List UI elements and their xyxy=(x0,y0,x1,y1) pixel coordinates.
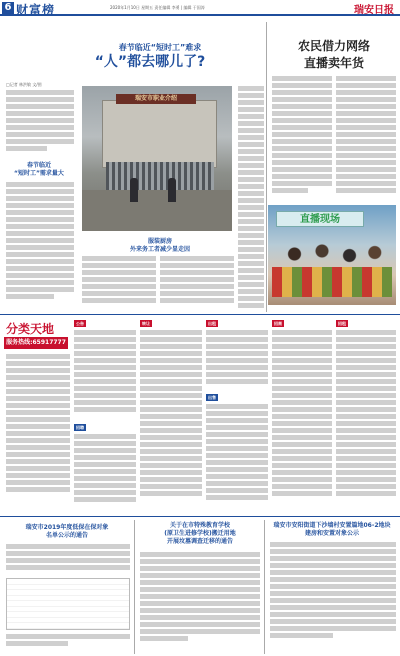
notice-mid-title xyxy=(138,522,262,546)
livestream-banner: 直播现场 xyxy=(276,211,364,227)
market-stall-shape xyxy=(272,267,392,297)
crowd-shape xyxy=(278,239,388,269)
section-divider xyxy=(0,314,400,315)
story2-column-2 xyxy=(336,76,396,202)
building-shape xyxy=(102,100,217,168)
story1-column-4 xyxy=(238,86,264,310)
notice-left-title-text: 瑞安市2019年度低保在保对象 名单公示的通告 xyxy=(25,524,109,539)
building-sign: 瑞安市职业介绍 xyxy=(116,94,196,104)
story2-headline xyxy=(272,38,396,72)
issue-info: 2020年1月10日 星期五 责任编辑 李勇 | 编辑 于国涛 xyxy=(110,5,205,10)
column-divider xyxy=(134,520,135,654)
masthead xyxy=(0,0,400,16)
ad-tag: 招聘 xyxy=(76,425,84,430)
ad-tag: 出租 xyxy=(208,321,216,326)
classifieds-column-1 xyxy=(6,354,70,504)
classifieds-phone: 服务热线:65917777 xyxy=(4,337,68,349)
story1-lead-text xyxy=(6,90,74,156)
ad-tag: 公告 xyxy=(76,321,84,326)
ad-tag: 招商 xyxy=(274,321,282,326)
classifieds-column-2 xyxy=(74,330,136,420)
story1-subhead xyxy=(100,238,220,254)
ad-tag: 招租 xyxy=(338,321,346,326)
ground-shape xyxy=(82,190,232,231)
story1-column-3 xyxy=(160,256,234,310)
paper-logo: 瑞安日报 xyxy=(354,5,394,16)
notice-left-title xyxy=(4,524,130,540)
section-title: 财富榜 xyxy=(16,3,56,17)
column-divider xyxy=(264,520,265,654)
spacer xyxy=(82,236,96,238)
notice-left-footer xyxy=(6,634,130,652)
notice-right-title xyxy=(268,522,396,538)
person-figure xyxy=(130,178,138,202)
story1-byline: □记者 林洪敏 文/图 xyxy=(6,82,42,87)
section-divider xyxy=(0,516,400,517)
story2-column-1 xyxy=(272,76,332,202)
notice-left-body xyxy=(6,544,130,576)
classifieds-column-4 xyxy=(206,330,268,390)
story2-photo xyxy=(268,205,396,305)
classifieds-title: 分类天地 xyxy=(6,322,55,336)
ad-tag: 转让 xyxy=(142,321,150,326)
notice-right-title-text: 瑞安市安阳街道下沙墙村安置篇地06-2地块 建房和安置对象公示 xyxy=(273,522,391,537)
ad-tag: 出售 xyxy=(208,395,216,400)
gate-shape xyxy=(106,162,214,190)
story1-photo xyxy=(82,86,232,231)
column-divider xyxy=(266,22,267,312)
classifieds-column-4b xyxy=(206,404,268,510)
notice-mid-body xyxy=(140,552,260,652)
subhead-text: 服装厨房 外来务工者减少显走因 xyxy=(129,238,190,253)
page-number: 6 xyxy=(2,2,14,14)
story2-headline-text: 农民借力网络 直播卖年货 xyxy=(297,39,370,70)
person-figure xyxy=(168,178,176,202)
story1-headline: “人”都去哪儿了? xyxy=(94,54,206,70)
story1-kicker: 春节临近“短时工”难求 xyxy=(118,43,202,52)
notice-right-body xyxy=(270,542,396,652)
story1-column-1 xyxy=(6,182,74,310)
notice-left-table xyxy=(6,578,130,630)
classifieds-column-5 xyxy=(272,330,332,510)
caption-text: 春节临近 “短时工”需求量大 xyxy=(14,162,64,177)
notice-mid-title-text: 关于在市特殊教育学校 (原卫生进修学校)搬迁用地 开展坟墓调查迁移的通告 xyxy=(164,522,236,545)
classifieds-column-3 xyxy=(140,330,202,510)
story1-caption xyxy=(6,162,72,178)
story1-column-2 xyxy=(82,256,156,310)
classifieds-column-2b xyxy=(74,434,136,510)
classifieds-column-6 xyxy=(336,330,396,510)
